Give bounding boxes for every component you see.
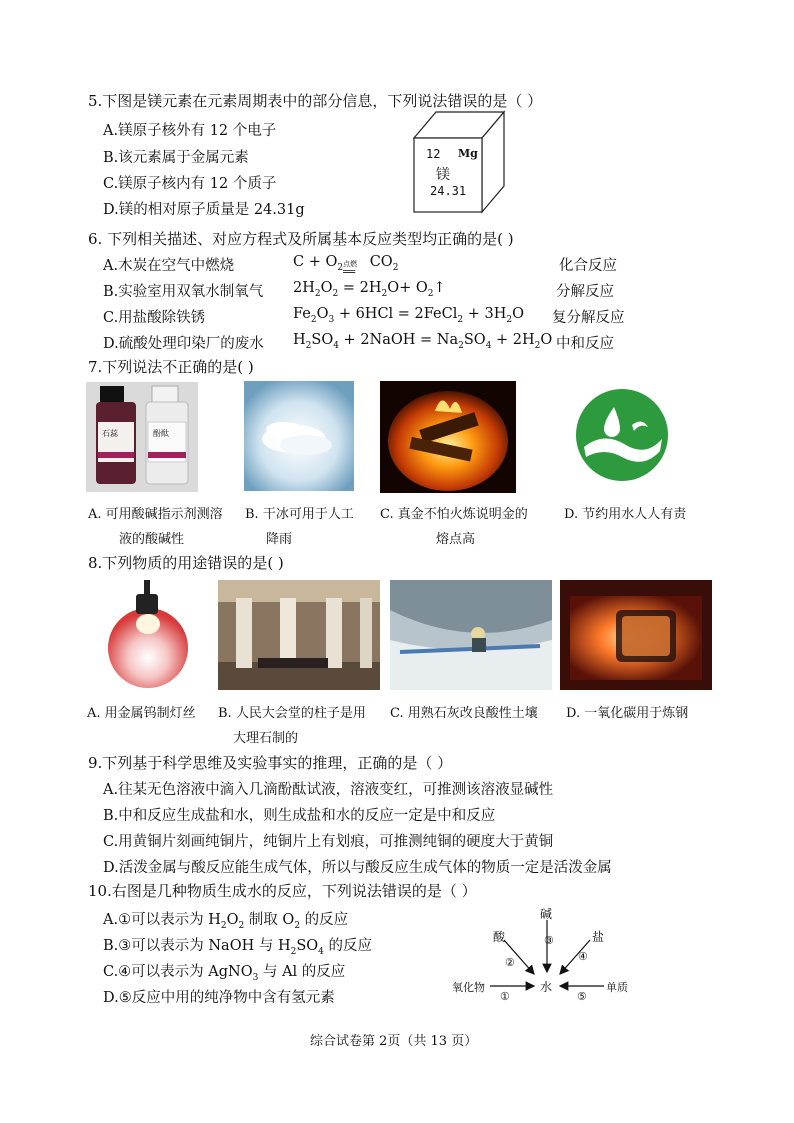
q10-option-a: A.①可以表示为 $H_2O_2$ 制取 $O_2$ 的反应 xyxy=(103,912,349,931)
q9-option-d: D.活泼金属与酸反应能生成气体，所以与酸反应生成气体的物质一定是活泼金属 xyxy=(103,860,612,876)
q5-option-b: B.该元素属于金属元素 xyxy=(103,150,249,166)
q9-option-b: B.中和反应生成盐和水，则生成盐和水的反应一定是中和反应 xyxy=(103,808,496,824)
q5-stem: 5.下图是镁元素在元素周期表中的部分信息，下列说法错误的是（ ） xyxy=(88,92,543,110)
element-name: 镁 xyxy=(436,167,450,183)
element-symbol: Mg xyxy=(458,147,478,160)
diagram-label-salt: 盐 xyxy=(592,930,605,944)
q8-caption-b2: 大理石制的 xyxy=(233,731,299,746)
q6-c-desc: C.用盐酸除铁锈 xyxy=(103,310,206,326)
q7-caption-b1: B. 干冰可用于人工 xyxy=(245,507,354,522)
dry-ice-photo xyxy=(244,381,354,491)
q6-stem: 6. 下列相关描述、对应方程式及所属基本反应类型均正确的是( ) xyxy=(88,230,514,248)
diagram-label-water: 水 xyxy=(540,980,553,994)
diagram-label-acid: 酸 xyxy=(493,930,506,944)
q7-caption-a1: A. 可用酸碱指示剂测溶 xyxy=(88,507,223,522)
q5-option-d: D.镁的相对原子质量是 24.31g xyxy=(103,202,305,218)
q6-b-equation: $2H_2O_2 = 2H_2O+$ $O_2↑$ xyxy=(293,280,446,299)
q6-c-type: 复分解反应 xyxy=(552,310,625,326)
great-hall-columns-photo xyxy=(218,580,380,690)
q8-caption-d: D. 一氧化碳用于炼钢 xyxy=(566,706,689,721)
q5-option-a: A.镁原子核外有 12 个电子 xyxy=(103,123,277,139)
diagram-label-oxide: 氧化物 xyxy=(452,981,485,994)
diagram-num-1: ① xyxy=(500,990,510,1003)
q7-caption-c2: 熔点高 xyxy=(436,532,476,547)
q10-option-c: C.④可以表示为 AgNO$_3$ 与 Al 的反应 xyxy=(103,964,346,983)
q6-a-desc: A.木炭在空气中燃烧 xyxy=(103,258,235,274)
atomic-number: 12 xyxy=(426,147,441,161)
q6-b-desc: B.实验室用双氧水制氧气 xyxy=(103,284,264,300)
diagram-num-2: ② xyxy=(505,956,515,969)
steel-making-photo xyxy=(560,580,712,690)
diagram-label-base: 碱 xyxy=(540,907,553,921)
q7-caption-a2: 液的酸碱性 xyxy=(119,532,185,547)
q5-option-c: C.镁原子核内有 12 个质子 xyxy=(103,176,277,192)
q10-stem: 10.右图是几种物质生成水的反应，下列说法错误的是（ ） xyxy=(88,882,477,900)
water-saving-logo xyxy=(574,387,670,483)
q7-caption-d: D. 节约用水人人有责 xyxy=(564,507,687,522)
q6-a-equation: $C + O_2$ 点燃 ══ $CO_2$ xyxy=(293,254,399,278)
q9-stem: 9.下列基于科学思维及实验事实的推理，正确的是（ ） xyxy=(88,754,453,772)
q6-d-equation: $H_2SO_4$ + 2NaOH = $Na_2SO_4 + 2H_2O$ xyxy=(293,332,553,351)
q6-c-equation: $Fe_2O_3 + 6HCl$ = 2FeCl$_2$ + $3H_2O$ xyxy=(293,306,524,325)
q9-option-c: C.用黄铜片刻画纯铜片，纯铜片上有划痕，可推测纯铜的硬度大于黄铜 xyxy=(103,834,554,850)
q8-caption-c: C. 用熟石灰改良酸性土壤 xyxy=(390,706,538,721)
q6-d-desc: D.硫酸处理印染厂的废水 xyxy=(103,336,264,352)
gold-in-fire-photo xyxy=(380,381,516,493)
q10-option-b: B.③可以表示为 NaOH 与 $H_2SO_4$ 的反应 xyxy=(103,938,373,957)
q7-stem: 7.下列说法不正确的是( ) xyxy=(88,358,254,376)
q8-caption-a: A. 用金属钨制灯丝 xyxy=(87,706,196,721)
q9-option-a: A.往某无色溶液中滴入几滴酚酞试液，溶液变红，可推测该溶液显碱性 xyxy=(103,782,554,798)
page-footer: 综合试卷第 2页（共 13 页） xyxy=(310,1034,478,1049)
diagram-num-3: ③ xyxy=(544,934,554,947)
light-bulb-photo xyxy=(90,580,206,690)
bottle-label-litmus: 石蕊 xyxy=(102,429,118,438)
q8-stem: 8.下列物质的用途错误的是( ) xyxy=(88,554,284,572)
q10-option-d: D.⑤反应中用的纯净物中含有氢元素 xyxy=(103,990,335,1006)
diagram-num-4: ④ xyxy=(578,950,588,963)
diagram-num-5: ⑤ xyxy=(577,990,587,1003)
q7-caption-b2: 降雨 xyxy=(266,532,293,547)
q6-b-type: 分解反应 xyxy=(556,284,614,300)
bottle-label-phenolphthalein: 酚酞 xyxy=(153,429,169,438)
q7-caption-c1: C. 真金不怕火炼说明金的 xyxy=(380,507,528,522)
q8-caption-b1: B. 人民大会堂的柱子是用 xyxy=(218,706,366,721)
q6-a-type: 化合反应 xyxy=(559,258,617,274)
q6-d-type: 中和反应 xyxy=(556,336,614,352)
slaked-lime-field-photo xyxy=(390,580,552,690)
diagram-label-element: 单质 xyxy=(606,981,628,994)
atomic-mass: 24.31 xyxy=(430,184,467,198)
